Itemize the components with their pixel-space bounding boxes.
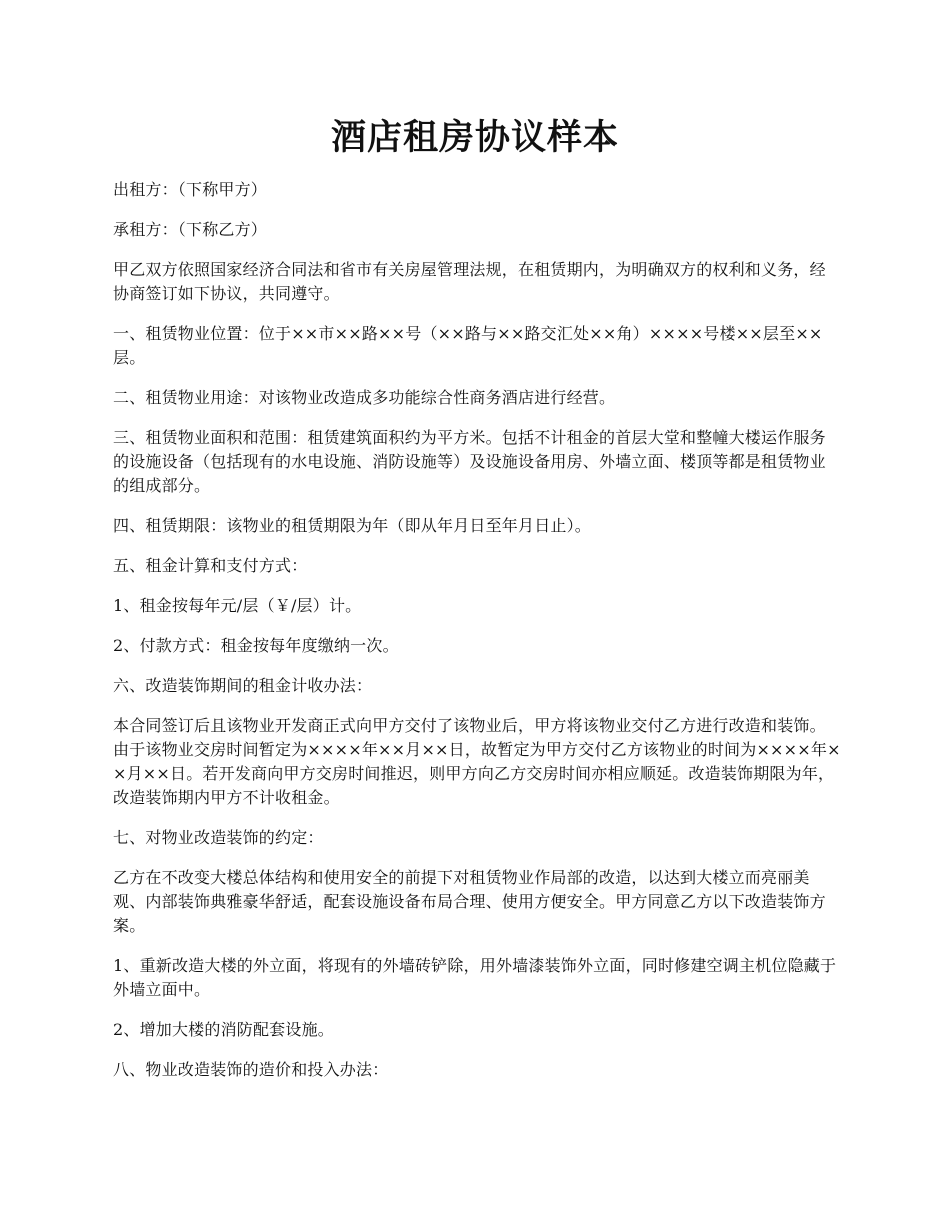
paragraph-clause-5-item-2: 2、付款方式：租金按每年度缴纳一次。	[113, 636, 399, 655]
paragraph-clause-3-area: 三、租赁物业面积和范围：租赁建筑面积约为平方米。包括不计租金的首层大堂和整幢大楼运作服务的设施设备（包括现有的水电设施、消防设施等）及设施设备用房、外墙立面、楼顶等都是租赁物业的组成部分。	[113, 428, 826, 495]
paragraph-clause-7-item-1: 1、重新改造大楼的外立面，将现有的外墙砖铲除，用外墙漆装饰外立面，同时修建空调主机位隐藏于外墙立面中。	[113, 956, 837, 999]
paragraph-clause-4-term: 四、租赁期限：该物业的租赁期限为年（即从年月日至年月日止）。	[113, 516, 592, 535]
paragraph-clause-6-body: 本合同签订后且该物业开发商正式向甲方交付了该物业后，甲方将该物业交付乙方进行改造和装饰。由于该物业交房时间暂定为××××年××月××日，故暂定为甲方交付乙方该物业的时间为××××年××月××日。若开发商向甲方交房时间推迟，则甲方向乙方交房时间亦相应顺延。改造装饰期限为年，改造装饰期内甲方不计收租金。	[113, 716, 841, 807]
paragraph-clause-6-heading: 六、改造装饰期间的租金计收办法：	[113, 676, 373, 695]
document-body	[113, 178, 841, 1098]
paragraph-clause-2-usage: 二、租赁物业用途：对该物业改造成多功能综合性商务酒店进行经营。	[113, 388, 616, 407]
paragraph-clause-5-rent: 五、租金计算和支付方式：	[113, 556, 308, 575]
paragraph-clause-7-item-2: 2、增加大楼的消防配套设施。	[113, 1020, 334, 1039]
paragraph-clause-7-body: 乙方在不改变大楼总体结构和使用安全的前提下对租赁物业作局部的改造，以达到大楼立而亮丽美观、内部装饰典雅豪华舒适，配套设施设备布局合理、使用方便安全。甲方同意乙方以下改造装饰方案。	[113, 868, 826, 935]
paragraph-clause-7-heading: 七、对物业改造装饰的约定：	[113, 828, 324, 847]
paragraph-clause-8-heading: 八、物业改造装饰的造价和投入办法：	[113, 1060, 389, 1079]
paragraph-clause-5-item-1: 1、租金按每年元/层（￥/层）计。	[113, 596, 362, 615]
paragraph-preamble: 甲乙双方依照国家经济合同法和省市有关房屋管理法规，在租赁期内，为明确双方的权利和义务，经协商签订如下协议，共同遵守。	[113, 260, 826, 303]
paragraph-clause-1-location: 一、租赁物业位置：位于××市××路××号（××路与××路交汇处××角）××××号楼××层至××层。	[113, 324, 823, 367]
paragraph-lessee: 承租方：（下称乙方）	[113, 220, 268, 239]
paragraph-lessor: 出租方：（下称甲方）	[113, 180, 268, 199]
document-title: 酒店租房协议样本	[330, 117, 619, 158]
